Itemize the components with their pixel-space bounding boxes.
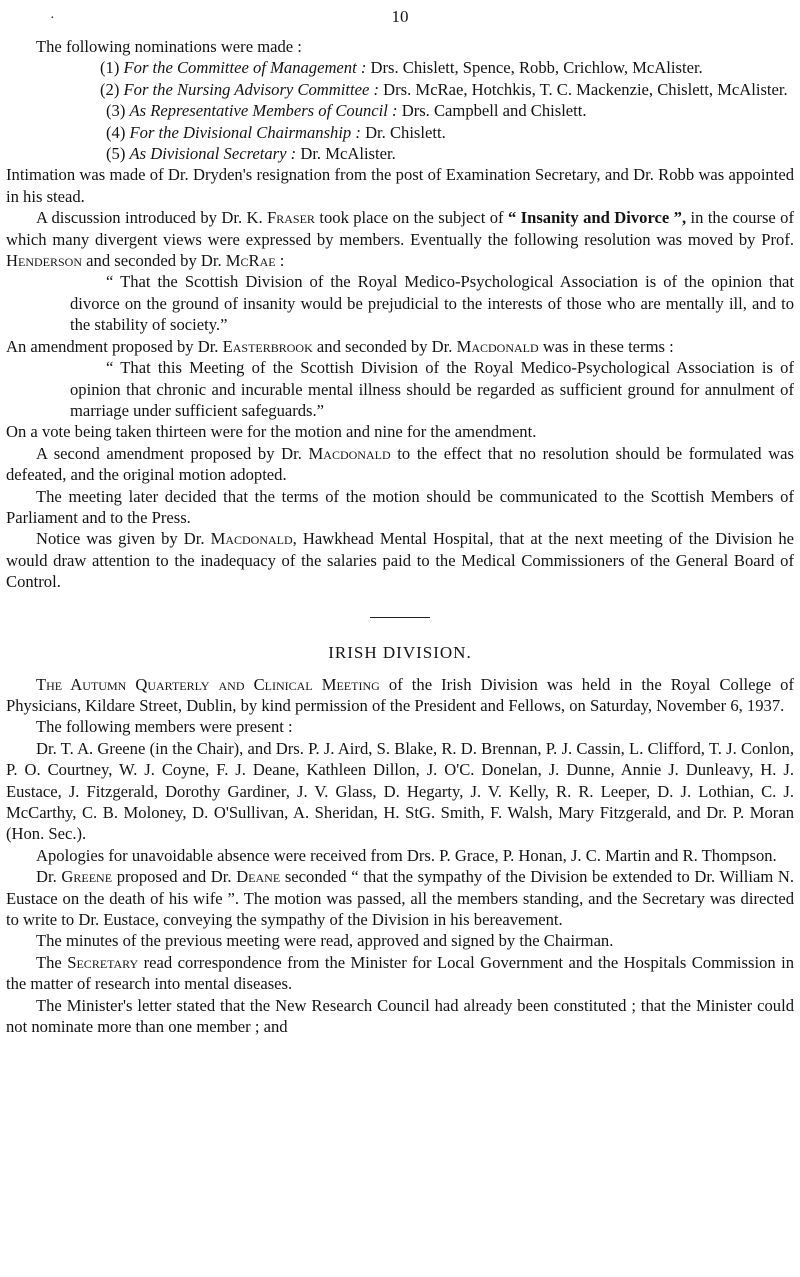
nomination-names: Dr. Chislett. — [365, 122, 446, 142]
nomination-label: For the Nursing Advisory Committee : — [123, 79, 380, 99]
nomination-item — [6, 143, 794, 164]
text-run: Dr. — [36, 867, 57, 887]
text-run: A second amendment proposed by Dr. — [36, 443, 302, 463]
nomination-names: Drs. Chislett, Spence, Robb, Crichlow, McAlister. — [370, 58, 703, 78]
name-deane: Deane — [236, 867, 281, 887]
second-amendment-paragraph — [6, 443, 794, 486]
text-run: and seconded by Dr. — [86, 251, 222, 271]
name-macdonald: Macdonald — [456, 336, 539, 356]
text-run: of the Irish Division was held in the Royal College of Physicians, Kildare Street, Dublin, by kind permission of the President and Fellows, on Saturday, November 6, 1937. — [6, 674, 795, 715]
nomination-item — [6, 122, 794, 143]
nomination-item — [6, 79, 794, 100]
nomination-names: Dr. McAlister. — [300, 144, 396, 164]
apologies-paragraph: Apologies for unavoidable absence were received from Drs. P. Grace, P. Honan, J. C. Martin and R. Thompson. — [36, 845, 777, 865]
autumn-meeting-paragraph — [6, 674, 794, 717]
text-run: in the course of which many divergent views were expressed by members. Eventually the following resolution was moved by Prof. — [6, 208, 795, 249]
nomination-number: (4) — [106, 122, 126, 142]
nomination-number: (5) — [106, 144, 126, 164]
name-henderson: Henderson — [6, 251, 82, 271]
correspondence-paragraph — [6, 952, 794, 995]
nomination-number: (2) — [100, 79, 120, 99]
text-run: , Hawkhead Mental Hospital, that at the next meeting of the Division he would draw attention to the inadequacy of the salaries paid to the Medical Commissioners of the General Board of Control. — [6, 529, 794, 592]
text-run: The — [36, 952, 62, 972]
top-mark: · — [50, 11, 55, 26]
name-secretary: Secretary — [67, 952, 139, 972]
nomination-names: Drs. McRae, Hotchkis, T. C. Mackenzie, Chislett, McAlister. — [383, 79, 788, 99]
nomination-item — [6, 57, 794, 78]
name-macdonald: Macdonald — [308, 443, 391, 463]
members-intro: The following members were present : — [36, 717, 293, 737]
minutes-paragraph: The minutes of the previous meeting were read, approved and signed by the Chairman. — [36, 931, 614, 951]
text-run: was in these terms : — [542, 336, 674, 356]
section-divider — [370, 617, 430, 618]
dryden-paragraph: Intimation was made of Dr. Dryden's resignation from the post of Examination Secretary, and Dr. Robb was appointed in his stead. — [6, 165, 794, 206]
page-number: 10 — [391, 7, 409, 26]
text-run: An amendment proposed by Dr. — [6, 336, 219, 356]
amendment-intro — [6, 336, 794, 357]
amendment-quote: “ That this Meeting of the Scottish Division of the Royal Medico-Psychological Association is of opinion that chronic and incurable mental illness should be regarded as sufficient ground for annulment of marriage under sufficient safeguards.” — [70, 358, 794, 420]
subject-insanity-divorce: “ Insanity and Divorce ”, — [507, 208, 687, 228]
discussion-paragraph — [6, 207, 794, 271]
members-list: Dr. T. A. Greene (in the Chair), and Drs. P. J. Aird, S. Blake, R. D. Brennan, P. J. Cassin, L. Clifford, T. J. Conlon, P. O. Courtney, W. J. Coyne, F. J. Deane, Kathleen Dillon, J. O'C. Donelan, J. Dunne, Annie J. Dunleavy, H. J. Eustace, J. Fitzgerald, Dorothy Gardiner, J. V. Glass, D. Hegarty, J. V. Kelly, R. R. Leeper, D. J. Lothian, C. J. McCarthy, C. B. Moloney, D. O'Sullivan, A. Sheridan, H. StG. Smith, F. Walsh, Mary Fitzgerald, and Dr. P. Moran (Hon. Sec.). — [6, 738, 794, 844]
text-run: seconded “ that the sympathy of the Division be extended to Dr. William N. Eustace on the death of his wife ”. The motion was passed, all the members standing, and the Secretary was directed to write to Dr. Eustace, conveying the sympathy of the Division in his bereavement. — [6, 867, 795, 930]
communicated-paragraph: The meeting later decided that the terms of the motion should be communicated to the Scottish Members of Parliament and to the Press. — [6, 486, 794, 527]
nominations-intro: The following nominations were made : — [36, 37, 302, 56]
text-run: proposed and Dr. — [116, 867, 232, 887]
name-fraser: Fraser — [267, 208, 315, 228]
text-run: read correspondence from the Minister for Local Government and the Hospitals Commission in the matter of research into mental diseases. — [6, 952, 794, 994]
text-run: to the effect that no resolution should be formulated was defeated, and the original motion adopted. — [6, 443, 794, 485]
text-run: Notice was given by Dr. — [36, 529, 205, 549]
meeting-title: The Autumn Quarterly and Clinical Meeting — [36, 674, 380, 694]
name-easterbrook: Easterbrook — [222, 336, 313, 356]
name-macdonald: Macdonald — [210, 529, 293, 549]
text-run: : — [279, 251, 285, 271]
nomination-label: As Representative Members of Council : — [129, 101, 398, 121]
sympathy-paragraph — [6, 866, 794, 930]
page — [0, 6, 800, 1277]
scottish-minutes-section — [6, 36, 794, 593]
vote-paragraph: On a vote being taken thirteen were for the motion and nine for the amendment. — [6, 422, 537, 442]
section-heading: IRISH DIVISION. — [328, 642, 472, 662]
text-run: A discussion introduced by Dr. K. — [36, 208, 263, 228]
nomination-label: For the Committee of Management : — [123, 58, 367, 78]
nomination-label: For the Divisional Chairmanship : — [129, 122, 361, 142]
text-run: and seconded by Dr. — [316, 336, 453, 356]
text-run: took place on the subject of — [319, 208, 504, 228]
nomination-label: As Divisional Secretary : — [129, 144, 297, 164]
nomination-names: Drs. Campbell and Chislett. — [401, 101, 587, 121]
irish-division-section — [6, 642, 794, 1038]
minister-letter-paragraph: The Minister's letter stated that the New Research Council had already been constituted ; that the Minister could not nominate more than one member ; and — [6, 995, 794, 1037]
resolution-quote: “ That the Scottish Division of the Royal Medico-Psychological Association is of the opinion that divorce on the ground of insanity would be prejudicial to the interests of those who are mentally ill, and to the stability of society.” — [70, 272, 794, 335]
notice-paragraph — [6, 528, 794, 592]
nomination-item — [6, 100, 794, 121]
nomination-number: (1) — [100, 58, 120, 78]
name-mcrae: McRae — [225, 251, 276, 271]
nomination-number: (3) — [106, 101, 126, 121]
name-greene: Greene — [61, 867, 113, 887]
